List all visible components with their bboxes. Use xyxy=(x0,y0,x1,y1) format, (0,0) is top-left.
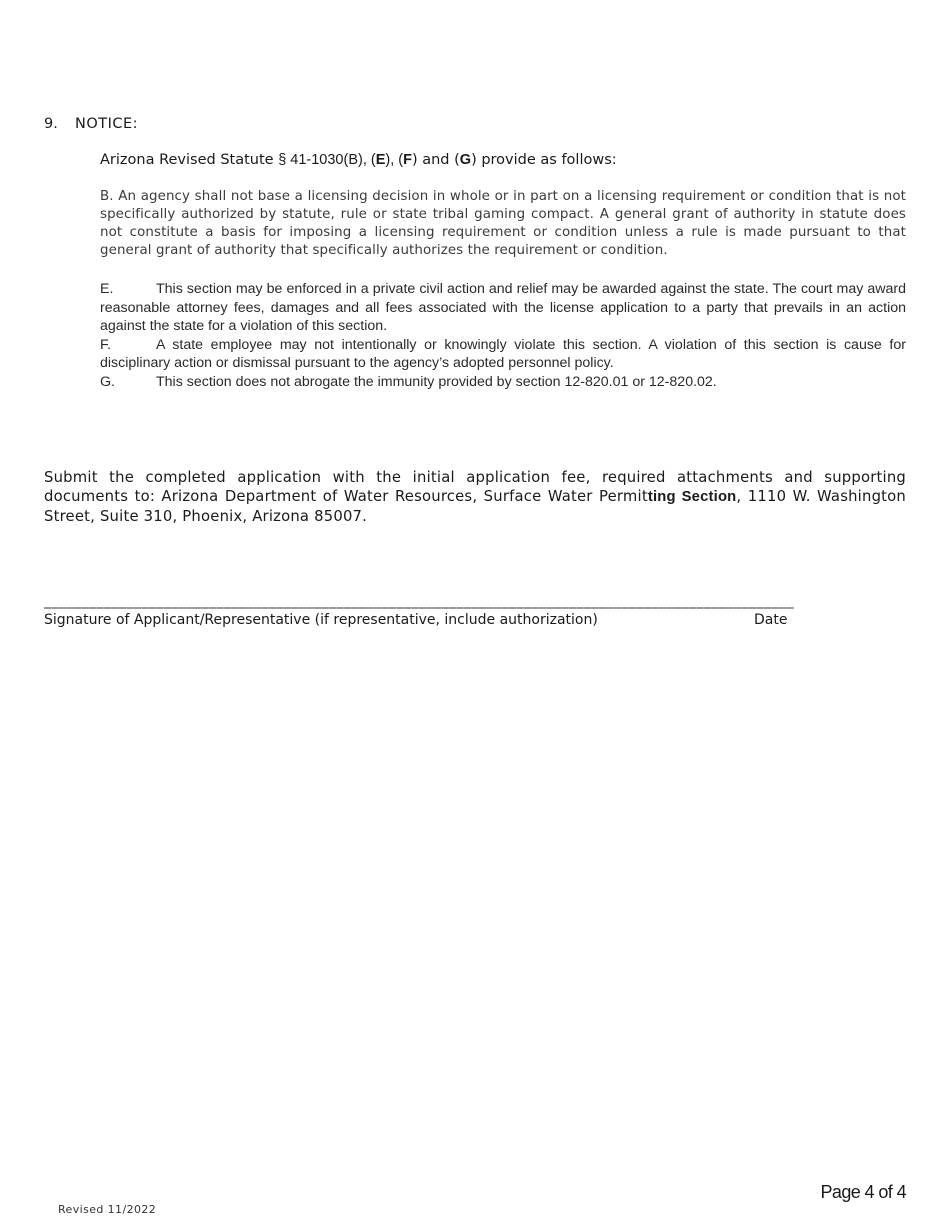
signature-line: ____________________________________________________________________________________________________ xyxy=(44,593,794,609)
revision-date: Revised 11/2022 xyxy=(58,1203,157,1216)
signature-label: Signature of Applicant/Representative (if representative, include authorization) xyxy=(44,612,598,628)
subsection-text: This section may be enforced in a private civil action and relief may be awarded against the state. The court may award reasonable attorney fees, damages and all fees associated with the license application to a party that prevails in an action against the state for a violation of this section. xyxy=(100,281,906,335)
statute-paragraph-b: B. An agency shall not base a licensing decision in whole or in part on a licensing requirement or condition that is not specifically authorized by statute, rule or state tribal gaming compact. A general grant of authority in statute does not constitute a basis for imposing a licensing requirement or condition unless a rule is made pursuant to that general grant of authority that specifically authorizes the requirement or condition. xyxy=(100,189,906,258)
section-title: NOTICE: xyxy=(75,116,139,132)
statute-ref-mid2: ) and ( xyxy=(411,152,460,168)
subsection-text: A state employee may not intentionally or knowingly violate this section. A violation of this section is cause for disciplinary action or dismissal pursuant to the agency’s adopted personnel policy. xyxy=(100,336,906,372)
page-number: Page 4 of 4 xyxy=(820,1182,906,1202)
submit-text-bold: ting Section xyxy=(647,489,737,505)
subsection-f xyxy=(100,336,906,373)
subsection-letter: F. xyxy=(100,336,112,353)
subsection-letter: G. xyxy=(100,373,115,390)
statute-intro xyxy=(100,152,617,168)
subsection-e xyxy=(100,280,906,336)
subsection-text: This section does not abrogate the immunity provided by section 12-820.01 or 12-820.02. xyxy=(156,373,717,390)
subsection-g xyxy=(100,373,906,392)
statute-intro-tail: ) provide as follows: xyxy=(471,152,617,168)
subsection-letter: E. xyxy=(100,281,114,297)
statute-ref-e: E xyxy=(375,152,386,168)
section-number: 9. xyxy=(44,116,58,132)
statute-ref-start: § 41-1030(B), ( xyxy=(278,152,376,168)
submission-instructions xyxy=(44,468,906,526)
submit-text-1: Submit the completed application with the initial application fee, required attachments and supporting documents to: Arizona Department of Water Resources, Surface Water Permit xyxy=(44,469,906,505)
submit-text-2: , 1110 W. Washington Street, Suite 310, Phoenix, Arizona 85007. xyxy=(44,488,906,525)
statute-ref-mid1: ), ( xyxy=(385,152,404,168)
date-label: Date xyxy=(754,612,788,628)
statute-ref-f: F xyxy=(403,152,412,168)
statute-ref-g: G xyxy=(459,152,472,168)
statute-intro-lead: Arizona Revised Statute xyxy=(100,152,279,168)
statute-subsections xyxy=(100,280,906,392)
